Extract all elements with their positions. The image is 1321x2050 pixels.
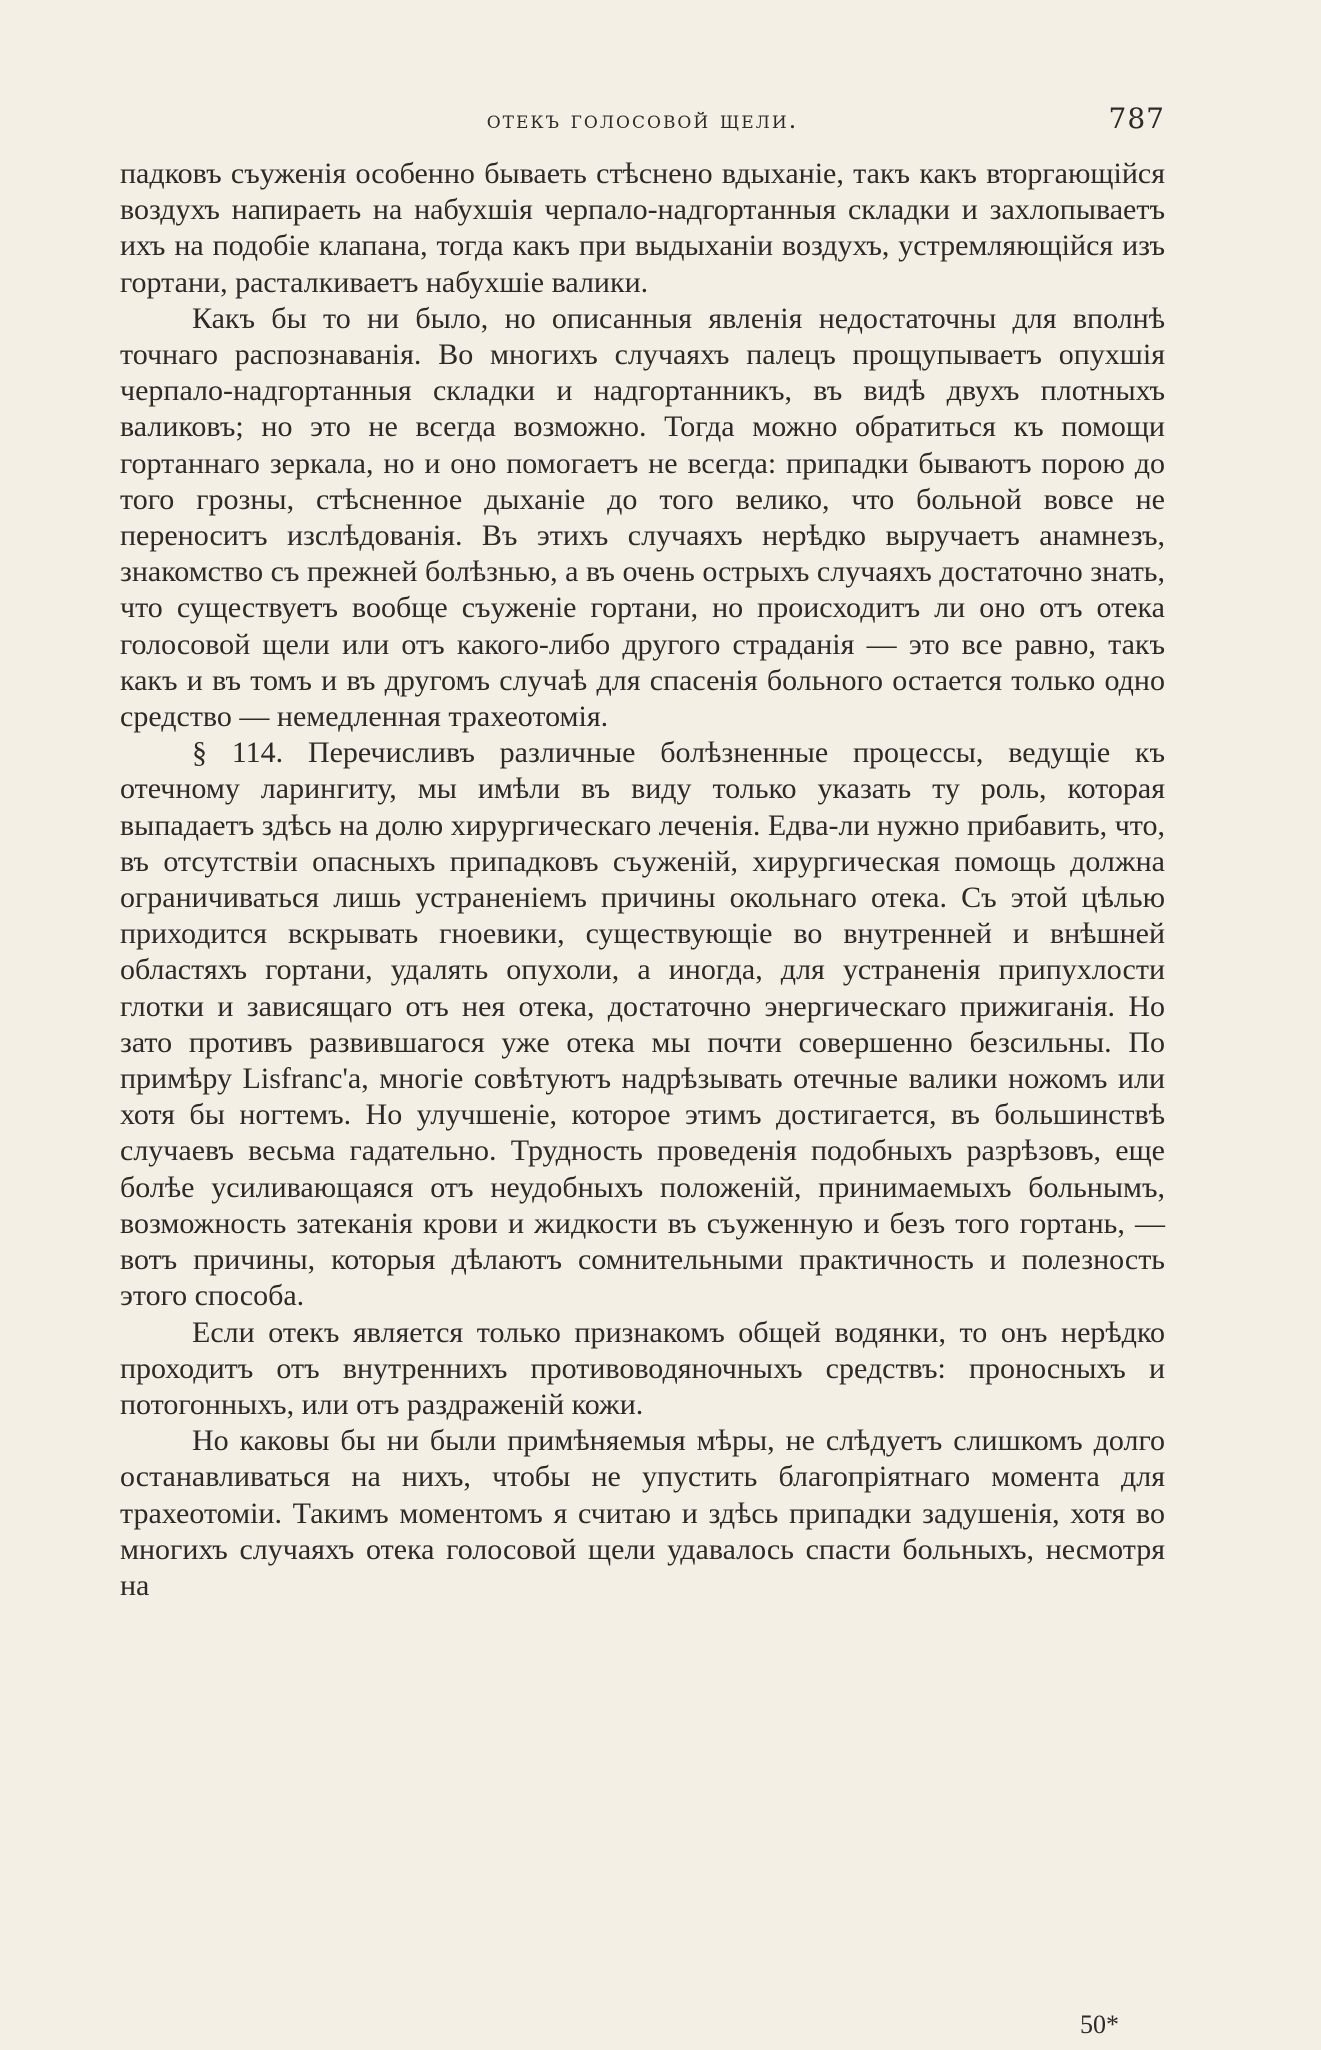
paragraph: падковъ съуженія особенно бываеть стѣснено вдыханіе, такъ какъ вторгающійся воздухъ напираеть на набухшія черпало-надгортанныя складки и захлопываетъ ихъ на подобіе клапана, тогда какъ при выдыханіи воздухъ, устремляющійся изъ гортани, расталкиваетъ набухшіе валики. xyxy=(120,157,1165,299)
section-paragraph: § 114. Перечисливъ различные болѣзненные процессы, ведущіе къ отечному ларингиту, мы имѣли въ виду только указать ту роль, которая выпадаетъ здѣсь на долю хирургическаго леченія. Едва-ли нужно прибавить, что, въ отсутствіи опасныхъ припадковъ съуженій, хирургическая помощь должна ограничиваться лишь устраненіемъ причины окольнаго отека. Съ этой цѣлью приходится вскрывать гноевики, существующіе во внутренней и внѣшней областяхъ гортани, удалять опухоли, а иногда, для устраненія припухлости глотки и зависящаго отъ нея отека, достаточно энергическаго прижиганія. Но зато противъ развившагося уже отека мы почти совершенно безсильны. По примѣру Lisfranc'а, многіе совѣтуютъ надрѣзывать отечные валики ножомъ или хотя бы ногтемъ. Но улучшеніе, которое этимъ достигается, въ большинствѣ случаевъ весьма гадательно. Трудность проведенія подобныхъ разрѣзовъ, еще болѣе усиливающаяся отъ неудобныхъ положеній, принимаемыхъ больнымъ, возможность затеканія крови и жидкости въ съуженную и безъ того гортань, — вотъ причины, которыя дѣлаютъ сомнительными практичность и полезность этого способа. xyxy=(120,736,1165,1313)
paragraph: Но каковы бы ни были примѣняемыя мѣры, не слѣдуетъ слишкомъ долго останавливаться на нихъ, чтобы не упустить благопріятнаго момента для трахеотоміи. Такимъ моментомъ я считаю и здѣсь припадки задушенія, хотя во многихъ случаяхъ отека голосовой щели удавалось спасти больныхъ, несмотря на xyxy=(120,1424,1165,1602)
page-number: 787 xyxy=(1108,102,1165,135)
signature-mark: 50* xyxy=(1080,2010,1119,2039)
running-title: отекъ голосовой щели. xyxy=(486,106,799,134)
paragraph: Какъ бы то ни было, но описанныя явленія недостаточны для вполнѣ точнаго распознаванія. Во многихъ случаяхъ палецъ прощупываетъ опухшія черпало-надгортанныя складки и надгортанникъ, въ видѣ двухъ плотныхъ валиковъ; но это не всегда возможно. Тогда можно обратиться къ помощи гортаннаго зеркала, но и оно помогаетъ не всегда: припадки бываютъ порою до того грозны, стѣсненное дыханіе до того велико, что больной вовсе не переноситъ изслѣдованія. Въ этихъ случаяхъ нерѣдко выручаетъ анамнезъ, знакомство съ прежней болѣзнью, а въ очень острыхъ случаяхъ достаточно знать, что существуетъ вообще съуженіе гортани, но происходитъ ли оно отъ отека голосовой щели или отъ какого-либо другого страданія — это все равно, такъ какъ и въ томъ и въ другомъ случаѣ для спасенія больного остается только одно средство — немедленная трахеотомія. xyxy=(120,301,1165,734)
paragraph: Если отекъ является только признакомъ общей водянки, то онъ нерѣдко проходитъ отъ внутреннихъ противоводяночныхъ средствъ: проносныхъ и потогонныхъ, или отъ раздраженій кожи. xyxy=(120,1315,1165,1421)
running-header xyxy=(120,96,1165,156)
page xyxy=(120,96,1165,1604)
body-text xyxy=(120,156,1165,1604)
